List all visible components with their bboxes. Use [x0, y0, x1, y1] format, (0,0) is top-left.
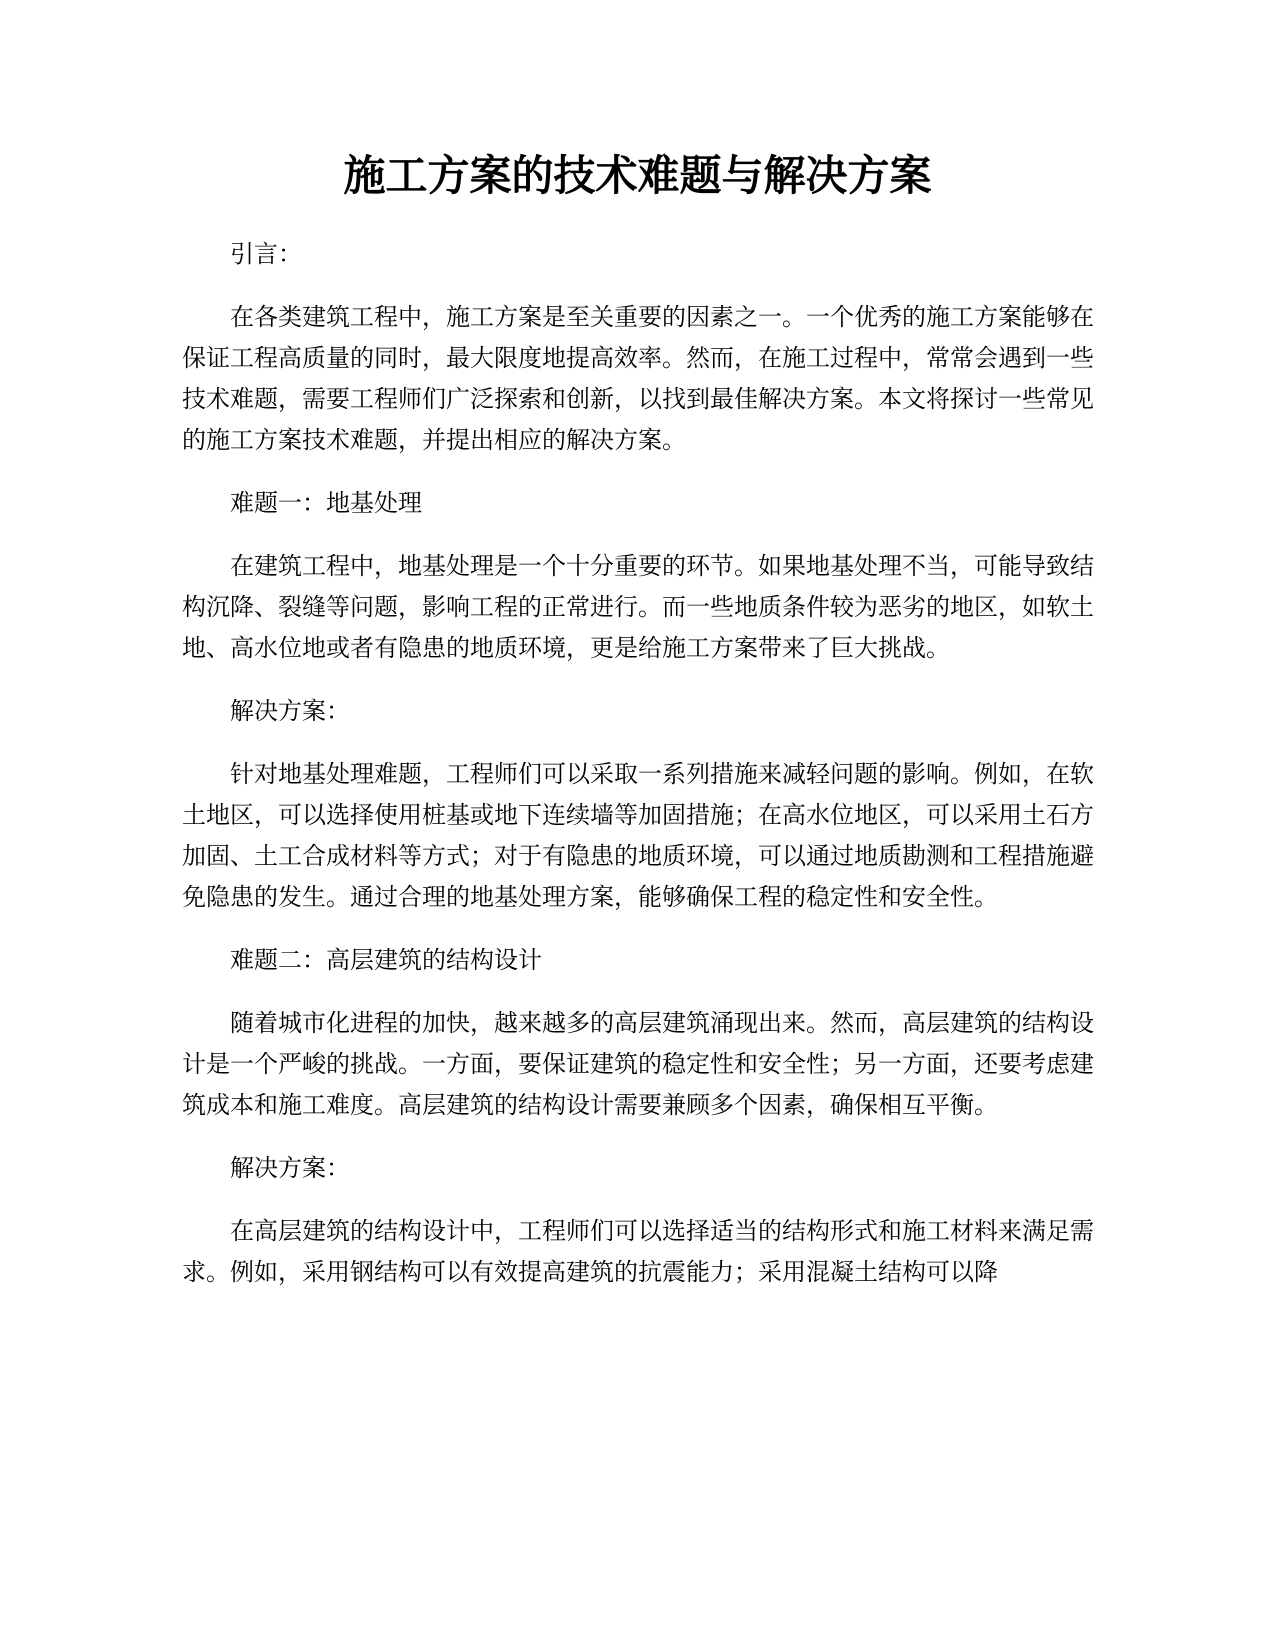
paragraph-problem-1: 在建筑工程中，地基处理是一个十分重要的环节。如果地基处理不当，可能导致结构沉降、裂缝等问题，影响工程的正常进行。而一些地质条件较为恶劣的地区，如软土地、高水位地或者有隐患的地质环境，更是给施工方案带来了巨大挑战。 [182, 552, 1094, 662]
paragraph-solution-1-heading: 解决方案： [230, 697, 350, 725]
paragraph-solution-2: 在高层建筑的结构设计中，工程师们可以选择适当的结构形式和施工材料来满足需求。例如，采用钢结构可以有效提高建筑的抗震能力；采用混凝土结构可以降 [182, 1217, 1094, 1286]
document-body [182, 234, 1094, 1315]
paragraph-problem-1-heading: 难题一：地基处理 [230, 489, 422, 517]
paragraph-intro: 在各类建筑工程中，施工方案是至关重要的因素之一。一个优秀的施工方案能够在保证工程高质量的同时，最大限度地提高效率。然而，在施工过程中，常常会遇到一些技术难题，需要工程师们广泛探索和创新，以找到最佳解决方案。本文将探讨一些常见的施工方案技术难题，并提出相应的解决方案。 [182, 303, 1094, 454]
paragraph-solution-2-heading: 解决方案： [230, 1154, 350, 1182]
paragraph-problem-2-heading: 难题二：高层建筑的结构设计 [230, 946, 542, 974]
paragraph-solution-1: 针对地基处理难题，工程师们可以采取一系列措施来减轻问题的影响。例如，在软土地区，可以选择使用桩基或地下连续墙等加固措施；在高水位地区，可以采用土石方加固、土工合成材料等方式；对于有隐患的地质环境，可以通过地质勘测和工程措施避免隐患的发生。通过合理的地基处理方案，能够确保工程的稳定性和安全性。 [182, 760, 1094, 911]
paragraph-intro-heading: 引言： [230, 240, 302, 268]
paragraph-problem-2: 随着城市化进程的加快，越来越多的高层建筑涌现出来。然而，高层建筑的结构设计是一个严峻的挑战。一方面，要保证建筑的稳定性和安全性；另一方面，还要考虑建筑成本和施工难度。高层建筑的结构设计需要兼顾多个因素，确保相互平衡。 [182, 1009, 1094, 1119]
document-title: 施工方案的技术难题与解决方案 [343, 151, 932, 200]
